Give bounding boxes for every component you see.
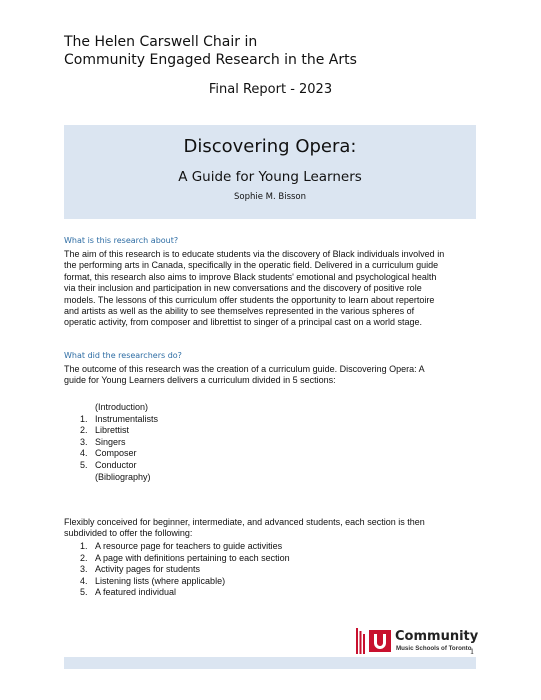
u-mark-icon — [369, 630, 391, 652]
author-name: Sophie M. Bisson — [233, 192, 307, 202]
list-item: 4. Composer — [80, 448, 137, 459]
logo-subtitle: Music Schools of Toronto — [396, 645, 472, 652]
list-item: 2. A page with definitions pertaining to each section — [80, 552, 290, 563]
body-line: The outcome of this research was the creation of a curriculum guide. Discovering Opera: A — [64, 364, 425, 374]
list-item: 1. A resource page for teachers to guide activities — [80, 541, 283, 551]
list-item: (Bibliography) — [95, 471, 151, 482]
document-title: Discovering Opera: — [183, 136, 357, 157]
body-line: format, this research also aims to improve Black students' emotional and psychological health — [64, 271, 437, 282]
header-line-1: The Helen Carswell Chair in — [64, 34, 258, 50]
body-line: The aim of this research is to educate students via the discovery of Black individuals involved in — [64, 249, 445, 259]
footer-bar — [64, 657, 476, 669]
section-heading-about: What is this research about? — [64, 236, 179, 245]
community-music-schools-logo — [355, 626, 479, 656]
page-number: 1 — [470, 647, 474, 656]
section-subdivided-body — [64, 517, 480, 540]
sections-list — [80, 402, 158, 483]
subdivision-list — [80, 541, 290, 599]
report-label: Final Report - 2023 — [208, 82, 333, 97]
section-researchers-body — [64, 364, 480, 387]
section-heading-researchers: What did the researchers do? — [64, 351, 182, 360]
body-line: subdivided to offer the following: — [64, 528, 193, 539]
list-item: 4. Listening lists (where applicable) — [80, 575, 226, 586]
vertical-text-mark-icon — [355, 628, 367, 654]
list-item: (Introduction) — [95, 402, 149, 412]
list-item: 1. Instrumentalists — [80, 413, 159, 424]
list-item: 3. Activity pages for students — [80, 564, 201, 575]
body-line: guide for Young Learners delivers a curriculum divided in 5 sections: — [64, 375, 336, 386]
section-about-body — [64, 249, 480, 329]
list-item: 5. A featured individual — [80, 587, 177, 598]
logo-name: Community — [395, 629, 479, 644]
body-line: Flexibly conceived for beginner, intermediate, and advanced students, each section is then — [64, 517, 425, 527]
list-item: 2. Librettist — [80, 425, 130, 436]
body-line: and artists as well as the ability to see themselves represented in the various spheres of — [64, 306, 415, 317]
header-line-2: Community Engaged Research in the Arts — [64, 52, 357, 68]
document-subtitle: A Guide for Young Learners — [178, 169, 362, 185]
body-line: models. The lessons of this curriculum offer students the opportunity to learn about repertoire — [64, 294, 435, 305]
body-line: via their inclusion and participation in new conversations and the discovery of positive role — [64, 283, 422, 294]
body-line: operatic activity, from composer and librettist to singer of a principal cast on a world stage. — [64, 317, 422, 328]
list-item: 3. Singers — [80, 436, 126, 447]
body-line: the performing arts in Canada, specifically in the operatic field. Delivered in a curriculum guide — [64, 260, 439, 271]
title-box — [64, 125, 476, 219]
list-item: 5. Conductor — [80, 459, 137, 470]
